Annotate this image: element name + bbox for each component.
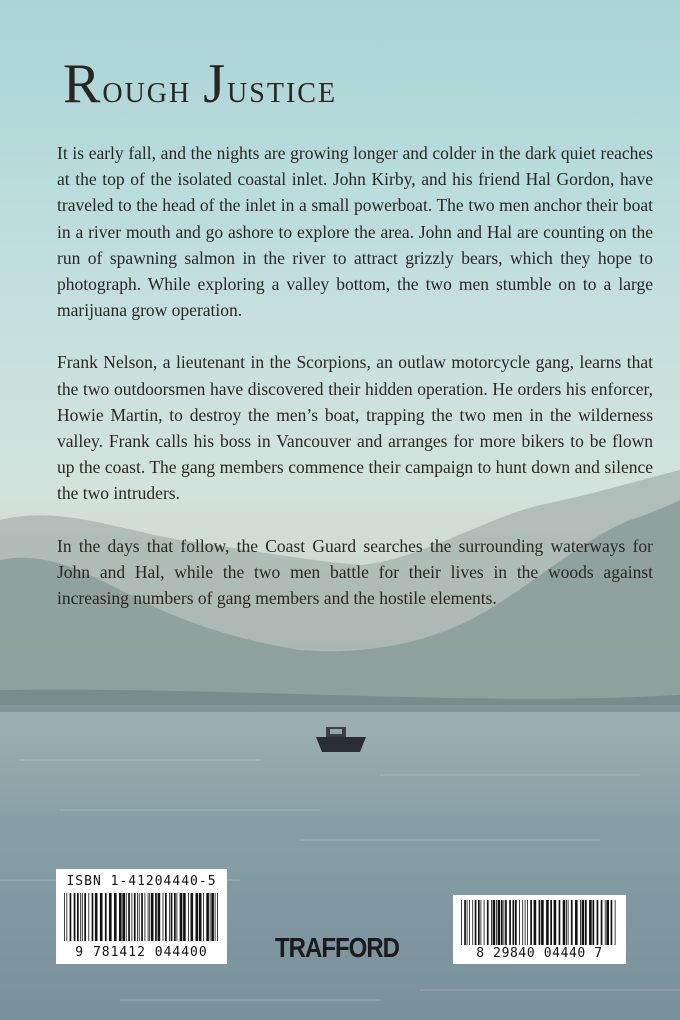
blurb-paragraph: Frank Nelson, a lieutenant in the Scorpions, an outlaw motorcycle gang, learns that the two outdoorsmen have discovered their hidden operation. He orders his enforcer, Howie Martin, to destroy the men’s boat, trapping the two men in the wilderness valley. Frank calls his boss in Vancouver and arranges for more bikers to be flown up the coast. The gang members commence their campaign to hunt down and silence the two intruders. [57, 352, 653, 504]
barcode-bar [122, 893, 125, 941]
barcode-bar [478, 900, 480, 945]
barcode-bar [481, 900, 482, 945]
barcode-bar [498, 900, 501, 945]
barcode-bar [585, 900, 587, 945]
barcode-bar [530, 900, 532, 945]
barcode-bar [589, 900, 592, 945]
barcode-bar [472, 900, 473, 945]
barcode-bar [534, 900, 537, 945]
barcode-bar [74, 893, 76, 941]
barcode-bar [158, 893, 161, 941]
barcode-bar [496, 900, 497, 945]
barcode-bar [191, 893, 194, 941]
barcode-bar [541, 900, 544, 945]
barcode-bar [559, 900, 561, 945]
barcode-bar [611, 900, 613, 945]
barcode-bar [183, 893, 186, 941]
barcode-bar [199, 893, 202, 941]
barcode-bar [128, 893, 130, 941]
barcode-bar [203, 893, 204, 941]
barcode-bar [149, 893, 150, 941]
barcode-bar [615, 900, 616, 945]
barcode-bar [469, 900, 470, 945]
barcode-bar [151, 893, 154, 941]
barcode-bar [580, 900, 581, 945]
barcode-bar [84, 893, 86, 941]
barcode-bar [571, 900, 573, 945]
barcode-bar [80, 893, 81, 941]
barcode-bar [467, 900, 468, 945]
barcode-bar [134, 893, 136, 941]
barcode-bar [169, 893, 170, 941]
barcode-bar [139, 893, 140, 941]
upc-barcode [453, 895, 626, 964]
upc-barcode-digits: 8 29840 04440 7 [476, 946, 603, 961]
barcode-bar [215, 893, 216, 941]
isbn-barcode-digits: 9 781412 044400 [75, 945, 208, 960]
barcode-bar [100, 893, 103, 941]
barcode-bar [64, 893, 65, 941]
barcode-bar [180, 893, 183, 941]
barcode-bar [82, 893, 83, 941]
barcode-bar [515, 900, 517, 945]
barcode-bar [77, 893, 79, 941]
barcode-bar [491, 900, 492, 945]
book-title: Rough Justice [63, 53, 338, 115]
barcode-bar [177, 893, 178, 941]
barcode-bar [206, 893, 209, 941]
barcode-bar [109, 893, 112, 941]
barcode-bar [119, 893, 122, 941]
barcode-bar [501, 900, 503, 945]
barcode-bar [597, 900, 599, 945]
barcode-bar [141, 893, 143, 941]
barcode-bar [137, 893, 138, 941]
barcode-bar [582, 900, 585, 945]
barcode-bar [126, 893, 127, 941]
barcode-bar [105, 893, 107, 941]
barcode-bar [493, 900, 496, 945]
blurb-paragraph: In the days that follow, the Coast Guard searches the surrounding waterways for John and Hal, while the two men battle for their lives in the woods against increasing numbers of gang members and the hostile elements. [57, 535, 653, 609]
barcode-bar [522, 900, 523, 945]
barcode-bar [132, 893, 133, 941]
barcode-bar [605, 900, 606, 945]
barcode-bar [527, 900, 528, 945]
water [0, 705, 680, 1020]
barcode-bar [145, 893, 146, 941]
barcode-bar [563, 900, 566, 945]
publisher-logo: TRAFFORD [275, 932, 399, 964]
barcode-bar [165, 893, 167, 941]
barcode-bar [575, 900, 578, 945]
barcode-bar [114, 893, 117, 941]
barcode-bar [475, 900, 477, 945]
barcode-bar [70, 893, 72, 941]
barcode-bar [539, 900, 541, 945]
barcode-bar [171, 893, 173, 941]
barcode-bar [593, 900, 595, 945]
barcode-bar [484, 900, 485, 945]
barcode-bar [148, 893, 149, 941]
barcode-bar [554, 900, 557, 945]
barcode-bar [568, 900, 569, 945]
barcode-bar [155, 893, 157, 941]
barcode-bar [601, 900, 603, 945]
barcode-bar [92, 893, 94, 941]
barcode-bar [464, 900, 466, 945]
barcode-bar [525, 900, 526, 945]
back-cover-blurb [57, 140, 653, 637]
barcode-bar [505, 900, 507, 945]
barcode-bar [513, 900, 515, 945]
barcode-bar [487, 900, 489, 945]
barcode-bar [550, 900, 552, 945]
upc-barcode-bars [461, 900, 616, 945]
barcode-bar [95, 893, 98, 941]
barcode-bar [217, 893, 218, 941]
barcode-bar [66, 893, 67, 941]
barcode-bar [163, 893, 164, 941]
barcode-bar [566, 900, 567, 945]
isbn-label: ISBN 1-41204440-5 [66, 874, 217, 889]
barcode-bar [509, 900, 511, 945]
barcode-bar [210, 893, 211, 941]
isbn-barcode-bars [64, 893, 219, 941]
barcode-bar [196, 893, 199, 941]
barcode-bar [211, 893, 214, 941]
barcode-bar [461, 900, 462, 945]
barcode-bar [519, 900, 520, 945]
barcode-bar [188, 893, 189, 941]
barcode-bar [546, 900, 549, 945]
barcode-bar [88, 893, 89, 941]
barcode-bar [606, 900, 609, 945]
isbn-barcode [56, 869, 227, 964]
blurb-paragraph: It is early fall, and the nights are growing longer and colder in the dark quiet reaches at the top of the isolated coastal inlet. John Kirby, and his friend Hal Gordon, have traveled to the head of the inlet in a small powerboat. The two men anchor their boat in a river mouth and go ashore to explore the area. John and Hal are counting on the run of spawning salmon in the river to attract grizzly bears, which they hope to photograph. While exploring a valley bottom, the two men stumble on to a large marijuana grow operation. [57, 143, 653, 321]
barcode-bar [174, 893, 176, 941]
barcode-bar [504, 900, 505, 945]
